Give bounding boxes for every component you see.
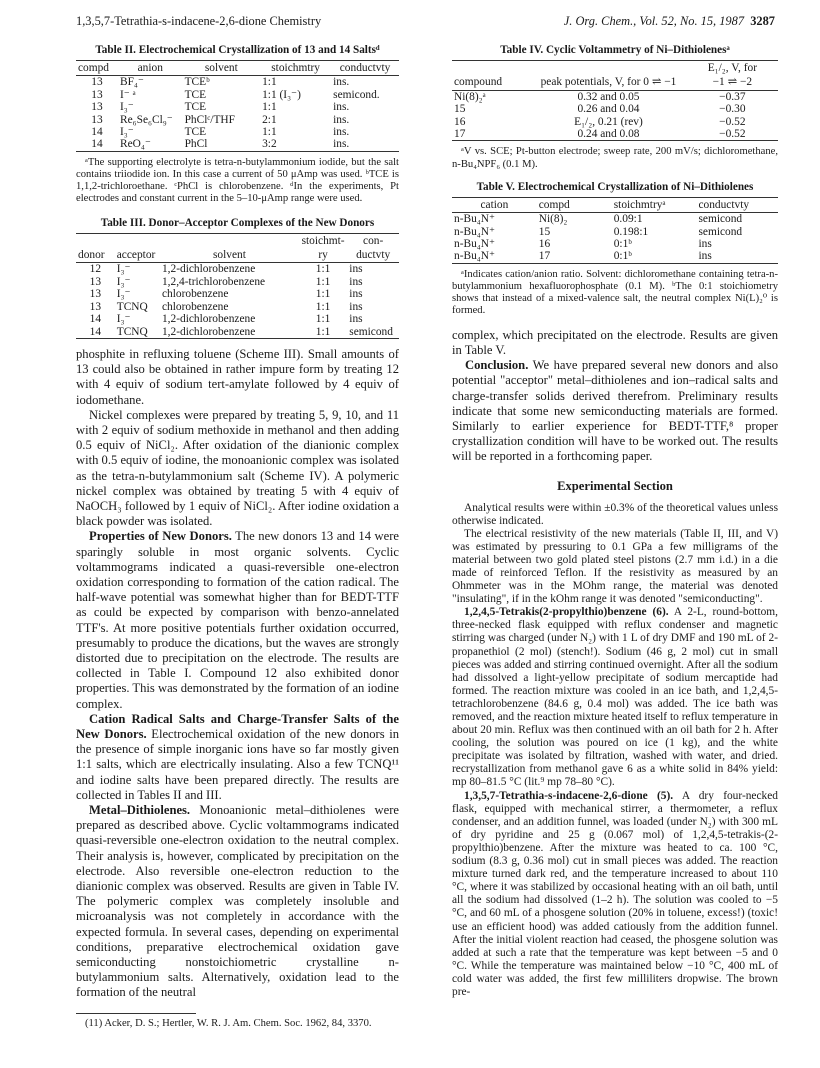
journal-citation — [564, 14, 775, 29]
experimental-paragraph: The electrical resistivity of the new materials (Table II, III, and V) was estimated by pressuring to 0.1 GPa a few milligrams of the material between two gold plated steel pistons (2.7 mm i.d.) in a die made of reinforced Teflon. If the resistivity as measured by an Ohmmeter was in the MOhm range, the material was denoted "insulating", if in the kOhm range it was denoted "semiconducting". — [452, 527, 778, 606]
column-header — [115, 233, 160, 248]
table-row — [76, 89, 399, 101]
table-header-row — [452, 61, 778, 76]
column-header: stoichmtry — [260, 61, 331, 76]
table-cell: 15 — [454, 103, 466, 116]
table-cell: ins. — [333, 126, 350, 139]
table-cell: −0.37 — [719, 90, 746, 103]
column-header: compd — [537, 197, 612, 212]
table-row — [76, 313, 399, 325]
table-2 — [76, 60, 399, 152]
table-cell: I₃⁻ — [116, 313, 131, 326]
table-3-title: Table III. Donor–Acceptor Complexes of the New Donors — [100, 216, 375, 229]
table-cell: 1:1 — [315, 313, 331, 326]
table-cell: ins — [349, 300, 363, 313]
table-cell: semicond — [347, 326, 399, 339]
section-heading: Experimental Section — [557, 478, 673, 493]
table-cell: 1:1 — [262, 101, 277, 114]
table-cell: 13 — [91, 101, 103, 114]
table-cell: TCNQ — [115, 326, 160, 339]
body-paragraph — [76, 712, 399, 803]
table-cell: ReO₄⁻ — [118, 138, 183, 151]
table-cell: 0:1ᵇ — [612, 250, 697, 263]
paragraph-text: A dry four-necked flask, equipped with mechanical stirrer, a thermometer, a reflux condenser, and an addition funnel, was loaded (under N₂) with 300 mL of dry pyridine and 25 g (0.067 mol) of 1,2,4,5-tetrakis-(2-propylthio)benzene. After the mixture was heated to ca. 100 °C, sodium (8.3 g, 0.36 mol) cut in small pieces was added. The reaction mixture turned dark red, and the temperature increased to about 110 °C, where it was stabilized by occasional heating with an oil bath, until all the sodium had dissolved (1–2 h). The solution was cooled to −5 °C, and 60 mL of a phosgene solution (20% in toluene, excess!) (toxic! use an efficient hood) was added catiously from the addition funnel. After the initial violent reaction had ceased, the phosgene solution was added at such a rate that the temperature was kept between −5 and 0 °C. While the temperature was maintained below −10 °C, 400 mL of cold water was added, the first few milliliters dropwise. The brown pre- — [452, 789, 778, 998]
table-cell: 14 — [91, 126, 103, 139]
table-cell: −0.52 — [719, 115, 746, 128]
table-cell: semicond. — [333, 88, 380, 101]
column-header: donor — [76, 248, 115, 263]
paragraph-text: Electrochemical oxidation of the new donors in the presence of simple inorganic ions have so far mostly given 1:1 salts, which are electrically insulating. Also a few TCNQ¹¹ and iodine salts have been prepared directly. The results are collected in Tables II and III. — [76, 726, 399, 802]
table-cell: 1:1 — [315, 263, 331, 276]
table-cell: ins — [349, 313, 363, 326]
table-cell: 15 — [538, 225, 551, 238]
table-cell: 13 — [89, 300, 102, 313]
column-header: cation — [452, 197, 537, 212]
table-row — [76, 114, 399, 126]
table-row — [76, 326, 399, 339]
column-header — [530, 61, 686, 76]
paragraph-heading: Conclusion. — [465, 358, 529, 373]
table-cell: TCE — [184, 101, 207, 114]
table-cell: 16 — [538, 238, 551, 251]
table-cell: 17 — [537, 250, 612, 263]
paragraph-heading: Properties of New Donors. — [89, 529, 232, 544]
table-row — [452, 238, 778, 250]
table-5-title: Table V. Electrochemical Crystallization of Ni–Dithiolenes — [476, 180, 754, 193]
paragraph-text: The new donors 13 and 14 were sparingly soluble in most organic solvents. Cyclic voltammograms indicated a quasi-reversible one-electron oxidation corresponding to formation of the cation radical. The half-wave potential was somewhat higher than for BEDT-TTF as could be expected by comparison with benzo-annelated TTF's. At more positive potentials further oxidation occurred, presumably to produce the dications, but the waves are strongly distorted due to precipitation on the electrode. The results are collected in Table I. Compound 12 also exhibited donor properties. This was demonstrated by the formation of an iodine complex. — [76, 529, 399, 711]
page-number: 3287 — [750, 14, 775, 28]
table-row — [76, 138, 399, 151]
table-header-row — [452, 75, 778, 90]
body-paragraph: Nickel complexes were prepared by treating 5, 9, 10, and 11 with 2 equiv of sodium methoxide in methanol and then adding 0.5 equiv of NiCl₂. After oxidation of the dianionic complex with 0.5 equiv of iodine, the monoanionic complex was isolated as the tetra-n-butylammonium salt (Scheme IV). A polymeric nickel complex was obtained by treating 5 with 4 equiv of NaOCH₃ followed by 1 equiv of NiCl₂. After iodine oxidation a black powder was isolated. — [76, 407, 399, 529]
table-cell: 14 — [76, 138, 118, 151]
table-cell: n-Bu₄N⁺ — [452, 250, 537, 263]
table-cell: 1,2-dichlorobenzene — [160, 326, 299, 339]
column-header: compound — [452, 75, 530, 90]
column-header: stoichmt- — [299, 233, 347, 248]
table-cell: I₃⁻ — [119, 126, 134, 139]
table-cell: I₃⁻ — [116, 275, 131, 288]
table-4 — [452, 60, 778, 141]
table-cell: 2:1 — [262, 113, 277, 126]
body-paragraph: phosphite in refluxing toluene (Scheme III). Small amounts of 13 could also be obtained in rather impure form by treating 12 with 4 equiv of sodium tert-amylate followed by 4 equiv of iodomethane. — [76, 346, 399, 407]
column-header: peak potentials, V, for 0 ⇌ −1 — [530, 75, 686, 90]
table-row — [76, 76, 399, 89]
table-row — [76, 276, 399, 288]
table-cell: semicond — [698, 213, 743, 226]
column-header: −1 ⇌ −2 — [687, 75, 778, 90]
footnote-divider — [76, 1013, 196, 1014]
table-5-footnote: ᵃIndicates cation/anion ratio. Solvent: dichloromethane containing tetra-n-butylammonium hexafluorophosphate (0.1 M). ᵇThe 0:1 stoichiometry shows that instead of a mixed-valence salt, the neutral complex Ni(L)₂⁰ is formed. — [452, 268, 778, 317]
table-cell: chlorobenzene — [161, 288, 229, 301]
column-header: anion — [118, 61, 183, 76]
table-cell: 1:1 — [315, 300, 331, 313]
body-paragraph — [76, 803, 399, 1001]
column-header: solvent — [160, 248, 299, 263]
table-cell: n-Bu₄N⁺ — [454, 238, 495, 251]
table-row — [452, 250, 778, 263]
column-header: conductvty — [331, 61, 399, 76]
table-cell: Ni(8)₂ — [538, 213, 568, 226]
right-column — [452, 44, 778, 999]
table-cell: Ni(8)₂ᵃ — [454, 90, 486, 103]
table-row — [452, 128, 778, 141]
table-cell: 1:1 (I₃⁻) — [262, 88, 301, 101]
table-row — [76, 263, 399, 276]
table-cell: chlorobenzene — [161, 300, 229, 313]
running-title: 1,3,5,7-Tetrathia-s-indacene-2,6-dione Chemistry — [76, 14, 322, 28]
column-header — [76, 233, 115, 248]
table-cell: 14 — [89, 313, 102, 326]
table-cell: Re₆Se₆Cl₉⁻ — [119, 113, 173, 126]
paragraph-text: Monoanionic metal–dithiolenes were prepared as described above. Cyclic voltammograms indicated quasi-reversible one-electron oxidation to the neutral complex. Their analysis is, however, complicated by precipitation on the electrode. Also reversible one-electron reduction to the dianionic complex was observed. Results are given in Table IV. The polymeric complex was completely insoluble and microanalysis was not completely in accordance with the expected formula. In several cases, depending on experimental conditions, preparative electrochemical oxidation gave semiconducting nonstoichiometric crystalline n-butylammonium salts. Alternatively, oxidation lead to the formation of the neutral — [76, 803, 399, 1000]
table-cell: I₃⁻ — [116, 288, 131, 301]
table-cell: 0.26 and 0.04 — [577, 103, 640, 116]
column-header: con- — [347, 233, 399, 248]
table-4-title: Table IV. Cyclic Voltammetry of Ni–Dithiolenesᵃ — [500, 44, 730, 56]
table-cell: 1:1 — [262, 126, 277, 139]
table-2-title: Table II. Electrochemical Crystallization of 13 and 14 Saltsᵈ — [95, 44, 380, 56]
column-header — [160, 233, 299, 248]
table-cell: 14 — [76, 326, 115, 339]
table-cell: 1,2-dichlorobenzene — [161, 263, 256, 276]
body-paragraph: complex, which precipitated on the electrode. Results are given in Table V. — [452, 327, 778, 357]
table-cell: PhCl — [183, 138, 261, 151]
table-cell: I⁻ ᵃ — [119, 88, 136, 101]
table-cell: 3:2 — [260, 138, 331, 151]
table-cell: ins. — [333, 76, 350, 89]
table-cell: I₃⁻ — [119, 101, 134, 114]
table-row — [452, 116, 778, 128]
table-row — [76, 101, 399, 113]
table-cell: TCE — [184, 88, 207, 101]
table-cell: −0.30 — [719, 103, 746, 116]
journal-name: J. Org. Chem., Vol. 52, No. 15, 1987 — [563, 14, 745, 28]
table-cell: 1:1 — [299, 326, 347, 339]
table-cell: 1,2,4-trichlorobenzene — [161, 275, 266, 288]
table-row — [76, 126, 399, 138]
reference-footnote: (11) Acker, D. S.; Hertler, W. R. J. Am. Chem. Soc. 1962, 84, 3370. — [85, 1017, 372, 1029]
table-cell: 17 — [452, 128, 530, 141]
left-column — [76, 44, 399, 1030]
table-row — [452, 103, 778, 115]
table-cell: 0.09:1 — [613, 213, 643, 226]
column-header: ductvty — [347, 248, 399, 263]
table-cell: 1,2-dichlorobenzene — [161, 313, 256, 326]
table-cell: ins — [698, 238, 712, 251]
experimental-paragraph — [452, 606, 778, 789]
body-paragraph — [452, 358, 778, 464]
table-cell: n-Bu₄N⁺ — [454, 225, 495, 238]
table-cell: ins. — [331, 138, 399, 151]
table-row — [76, 288, 399, 300]
table-row — [76, 301, 399, 313]
paragraph-text: We have prepared several new donors and also potential "acceptor" metal–dithiolenes and ion–radical salts and charge-transfer solids derived therefrom. Preliminary results indicate that some new semiconducting materials are formed. Similarly to earlier experience for BEDT-TTF,⁸ proper crystallization condition will have to be worked out. The results will be reported in a forthcoming paper. — [452, 358, 778, 464]
column-header: E₁/₂, V, for — [687, 61, 778, 76]
table-cell: 13 — [89, 275, 102, 288]
table-cell: semicond — [698, 225, 743, 238]
table-cell: TCNQ — [116, 300, 148, 313]
table-cell: 13 — [91, 88, 103, 101]
column-header: solvent — [183, 61, 261, 76]
table-cell: ins — [696, 250, 778, 263]
table-row — [452, 226, 778, 238]
table-cell: 0.32 and 0.05 — [577, 90, 640, 103]
table-row — [452, 90, 778, 103]
table-cell: 12 — [89, 263, 102, 276]
table-cell: E₁/₂, 0.21 (rev) — [574, 115, 643, 128]
table-cell: 1:1 — [315, 288, 331, 301]
paragraph-text: A 2-L, round-bottom, three-necked flask equipped with reflux condenser and magnetic stirring was charged (under N₂) with 1 L of dry DMF and 190 mL of 2-propanethiol (2 mol) (stench!). Sodium (46 g, 2 mol) cut in small pieces was added and stirring continued overnight. After all the sodium had dissolved a light-yellow precipitate of sodium mercaptide had formed. The reaction mixture was cooled in an ice bath, and 1,2,4,5-tetrachlorobenzene (84.6 g, 0.4 mol) was added. The ice bath was removed, and the reaction mixture heated itself to reflux temperature in about 20 min. Reflux was then continued with an oil bath for 2 h. After cooling, the solution was poured on ice (1 kg), and the white precipitate was isolated by filtration, washed with water, and dried. recrystallization from methanol gave 6 as a white solid in 84% yield: mp 80–81.5 °C (lit.⁹ mp 78–80 °C). — [452, 606, 779, 789]
paragraph-heading: Cation Radical Salts and Charge-Transfer Salts of the New Donors. — [76, 711, 399, 741]
experimental-paragraph — [452, 790, 778, 1000]
body-paragraph — [76, 529, 399, 711]
table-cell: 0:1ᵇ — [613, 238, 632, 251]
table-cell: 0.24 and 0.08 — [530, 128, 686, 141]
table-cell: 1:1 — [315, 275, 331, 288]
table-cell: ins — [349, 263, 363, 276]
experimental-paragraph: Analytical results were within ±0.3% of the theoretical values unless otherwise indicated. — [452, 501, 778, 527]
table-cell: 0.198:1 — [613, 225, 649, 238]
table-cell: ins — [349, 288, 363, 301]
table-cell: 16 — [454, 115, 466, 128]
table-header-row — [76, 233, 399, 248]
table-header-row — [76, 248, 399, 263]
table-cell: 13 — [91, 113, 103, 126]
column-header: compd — [76, 61, 118, 76]
table-cell: −0.52 — [687, 128, 778, 141]
table-header-row — [76, 61, 399, 76]
table-cell: 13 — [89, 288, 102, 301]
table-cell: 13 — [91, 76, 103, 89]
table-3 — [76, 233, 399, 339]
table-header-row — [452, 197, 778, 212]
column-header — [452, 61, 530, 76]
paragraph-heading: 1,2,4,5-Tetrakis(2-propylthio)benzene (6). — [464, 606, 669, 619]
table-4-footnote: ᵃV vs. SCE; Pt-button electrode; sweep rate, 200 mV/s; dichloromethane, n-Bu₄NPF₆ (0.1 M). — [452, 146, 778, 170]
table-cell: ins — [349, 275, 363, 288]
column-header: conductvty — [696, 197, 778, 212]
paragraph-heading: Metal–Dithiolenes. — [89, 803, 191, 817]
table-cell: BF₄⁻ — [119, 76, 144, 89]
table-cell: I₃⁻ — [116, 263, 131, 276]
table-cell: ins. — [333, 101, 350, 114]
table-row — [452, 213, 778, 226]
table-cell: 1:1 — [262, 76, 277, 89]
column-header: ry — [299, 248, 347, 263]
running-header — [76, 14, 775, 32]
table-cell: TCEᵇ — [184, 76, 210, 89]
table-5 — [452, 197, 778, 264]
table-2-footnote: ᵃThe supporting electrolyte is tetra-n-butylammonium iodide, but the salt contains triiodide ion. In this case a current of 50 μAmp was used. ᵇTCE is 1,1,2-trichloroethane. ᶜPhCl is chlorobenzene. ᵈIn the experiments, Pt electrodes and constant current in the 5–10-μAmp range were used. — [76, 156, 399, 205]
column-header: acceptor — [115, 248, 160, 263]
table-cell: PhClᶜ/THF — [184, 113, 235, 126]
table-cell: n-Bu₄N⁺ — [454, 213, 495, 226]
table-cell: TCE — [184, 126, 207, 139]
column-header: stoichmtryᵃ — [612, 197, 697, 212]
paragraph-heading: 1,3,5,7-Tetrathia-s-indacene-2,6-dione (5). — [464, 789, 674, 802]
table-cell: ins. — [333, 113, 350, 126]
